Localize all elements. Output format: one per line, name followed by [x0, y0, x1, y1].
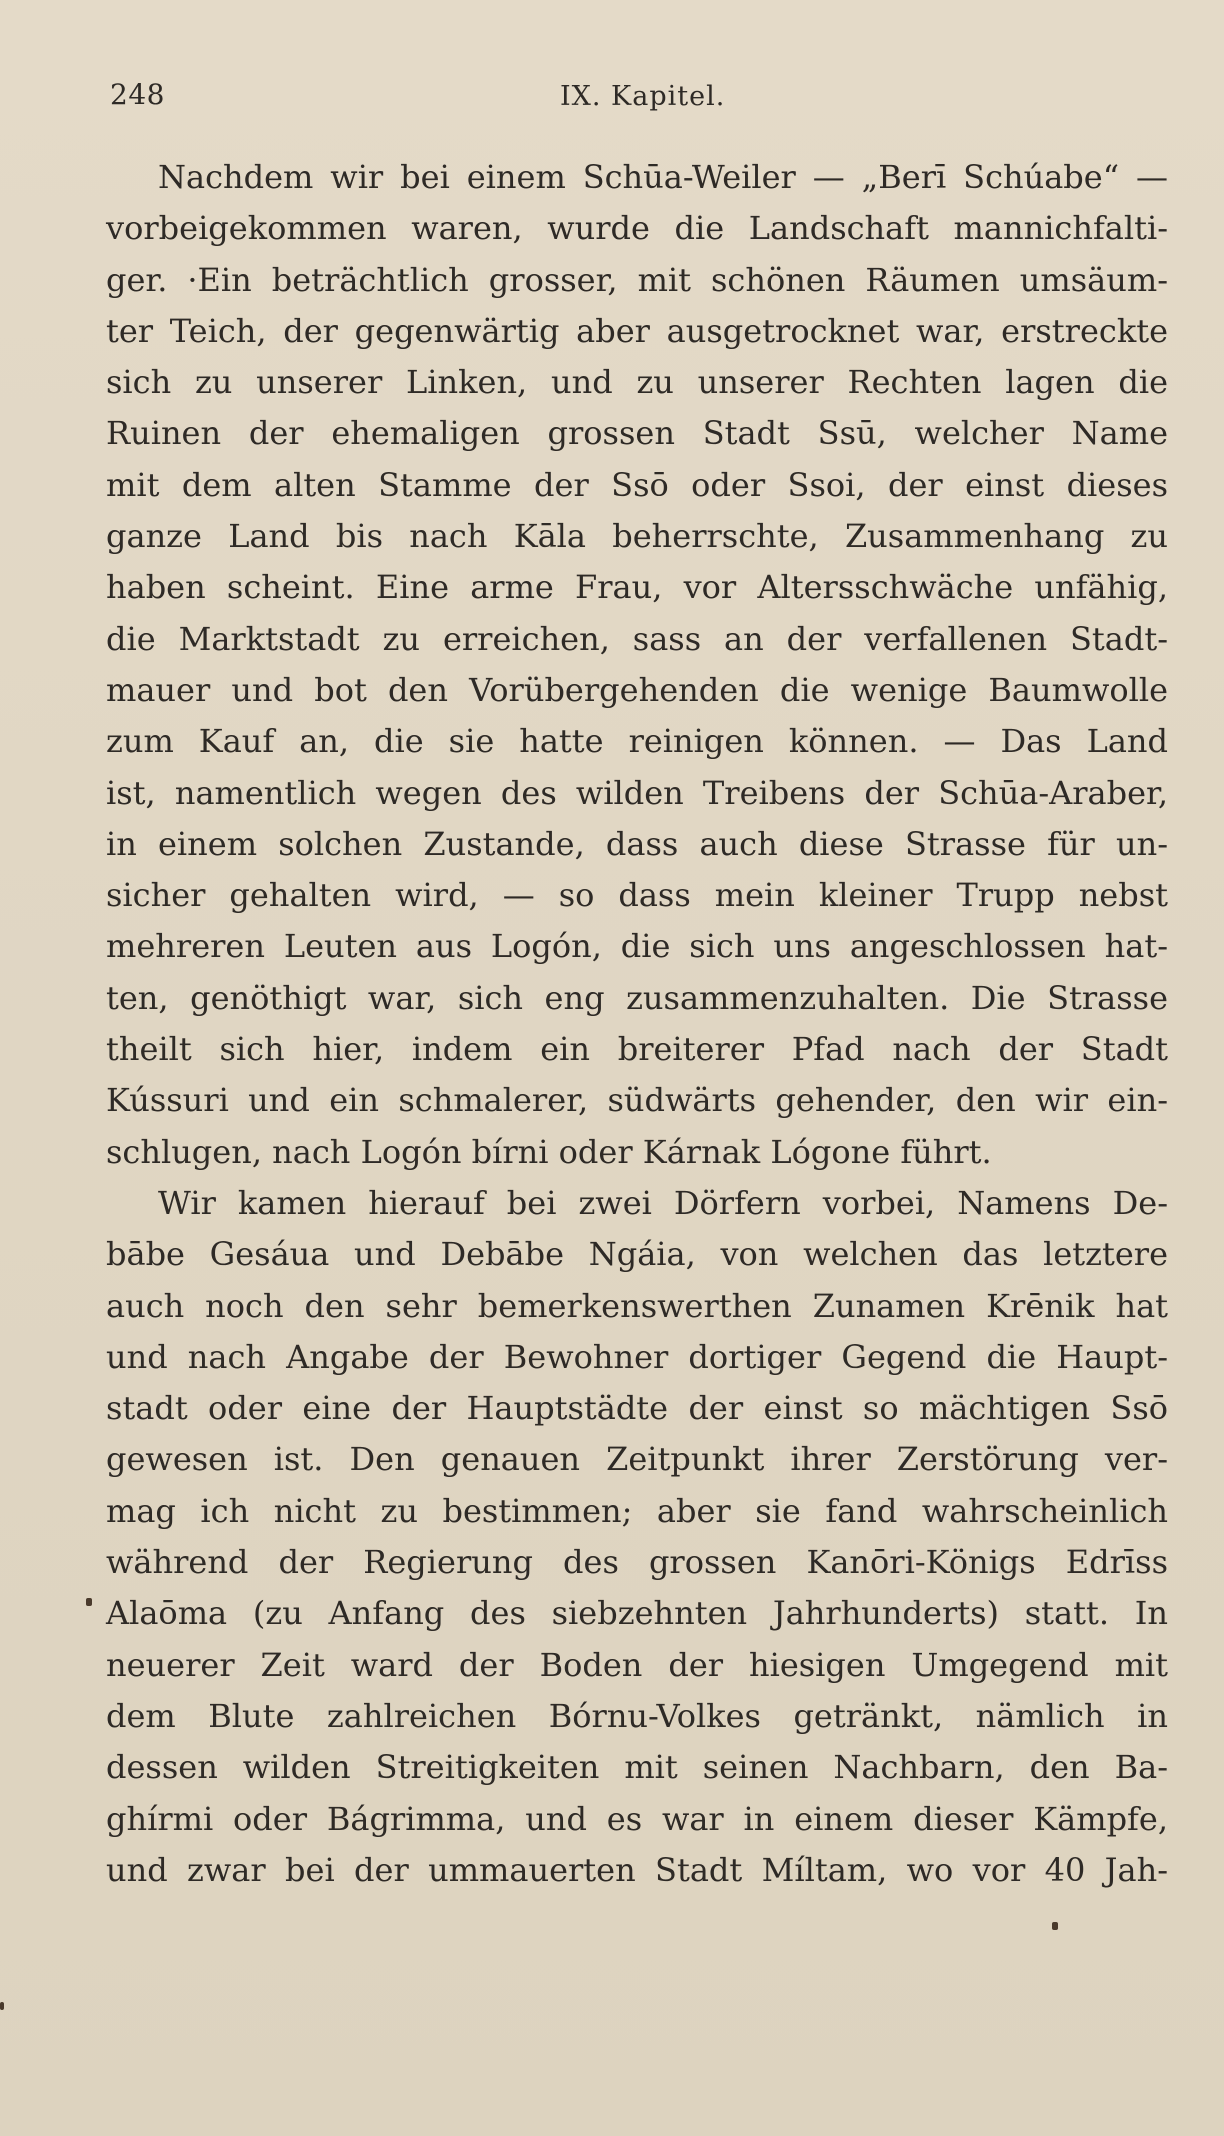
page-header: [108, 78, 1168, 118]
text-line: Ruinen der ehemaligen grossen Stadt Ssū, welcher Name: [106, 414, 1168, 453]
text-line: sicher gehalten wird, — so dass mein kleiner Trupp nebst: [106, 876, 1168, 915]
page-number: 248: [110, 78, 165, 111]
text-line: in einem solchen Zustande, dass auch diese Strasse für un-: [106, 824, 1168, 863]
text-line: bābe Gesáua und Debābe Ngáia, von welchen das letztere: [106, 1235, 1168, 1274]
text-line: sich zu unserer Linken, und zu unserer Rechten lagen die: [106, 363, 1168, 402]
text-line: neuerer Zeit ward der Boden der hiesigen Umgegend mit: [106, 1645, 1168, 1684]
text-line: die Marktstadt zu erreichen, sass an der verfallenen Stadt-: [106, 619, 1168, 658]
text-line: ger. ·Ein beträchtlich grosser, mit schönen Räumen umsäum-: [106, 260, 1168, 299]
text-line: theilt sich hier, indem ein breiterer Pfad nach der Stadt: [106, 1030, 1168, 1069]
ink-speck: [0, 2002, 4, 2010]
text-line: Alaōma (zu Anfang des siebzehnten Jahrhunderts) statt. In: [106, 1594, 1168, 1633]
text-line: ist, namentlich wegen des wilden Treibens der Schūa-Araber,: [106, 773, 1168, 812]
text-line: stadt oder eine der Hauptstädte der einst so mächtigen Ssō: [106, 1389, 1168, 1428]
text-line: Nachdem wir bei einem Schūa-Weiler — „Berī Schúabe“ —: [158, 158, 1168, 196]
text-line: gewesen ist. Den genauen Zeitpunkt ihrer Zerstörung ver-: [106, 1440, 1168, 1479]
text-line: Wir kamen hierauf bei zwei Dörfern vorbei, Namens De-: [158, 1183, 1168, 1222]
text-line: ten, genöthigt war, sich eng zusammenzuhalten. Die Strasse: [106, 978, 1168, 1017]
text-line: ter Teich, der gegenwärtig aber ausgetrocknet war, erstreckte: [106, 311, 1168, 350]
text-line: vorbeigekommen waren, wurde die Landschaft mannichfalti-: [106, 209, 1168, 248]
text-line: mit dem alten Stamme der Ssō oder Ssoi, der einst dieses: [106, 465, 1168, 504]
text-line: mehreren Leuten aus Logón, die sich uns angeschlossen hat-: [106, 927, 1168, 966]
text-line: zum Kauf an, die sie hatte reinigen können. — Das Land: [106, 722, 1168, 761]
body-text: [106, 152, 1168, 1896]
text-line: dem Blute zahlreichen Bórnu-Volkes getränkt, nämlich in: [106, 1696, 1168, 1735]
text-line: und zwar bei der ummauerten Stadt Míltam, wo vor 40 Jah-: [106, 1850, 1168, 1889]
text-line: auch noch den sehr bemerkenswerthen Zunamen Krēnik hat: [106, 1286, 1168, 1325]
text-line: schlugen, nach Logón bírni oder Kárnak Lógone führt.: [106, 1132, 992, 1171]
running-head: IX. Kapitel.: [560, 81, 726, 112]
text-line: haben scheint. Eine arme Frau, vor Altersschwäche unfähig,: [106, 568, 1168, 607]
text-line: mag ich nicht zu bestimmen; aber sie fand wahrscheinlich: [106, 1491, 1168, 1530]
text-line: Kússuri und ein schmalerer, südwärts gehender, den wir ein-: [106, 1081, 1168, 1120]
text-line: und nach Angabe der Bewohner dortiger Gegend die Haupt-: [106, 1337, 1168, 1376]
text-line: während der Regierung des grossen Kanōri-Königs Edrīss: [106, 1543, 1168, 1582]
ink-speck: [1052, 1922, 1058, 1930]
ink-speck: [86, 1598, 92, 1606]
text-line: mauer und bot den Vorübergehenden die wenige Baumwolle: [106, 670, 1168, 709]
text-line: ghírmi oder Bágrimma, und es war in einem dieser Kämpfe,: [106, 1799, 1168, 1838]
text-line: ganze Land bis nach Kāla beherrschte, Zusammenhang zu: [106, 517, 1168, 556]
text-line: dessen wilden Streitigkeiten mit seinen Nachbarn, den Ba-: [106, 1748, 1168, 1787]
